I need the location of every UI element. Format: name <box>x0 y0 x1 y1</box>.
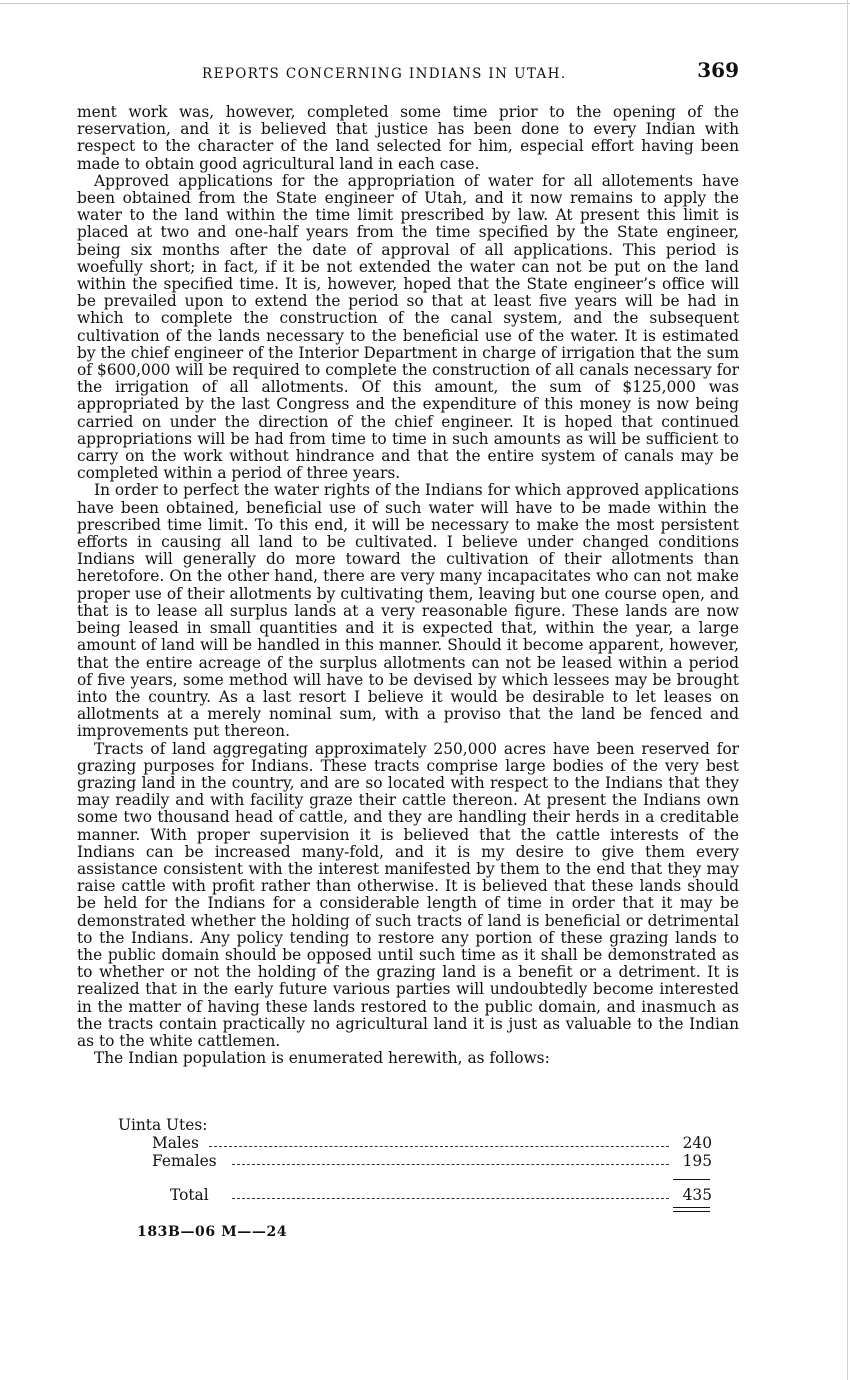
row-label: Males <box>152 1134 199 1152</box>
row-label: Females <box>152 1152 217 1170</box>
body-text <box>77 104 739 1067</box>
signature-mark: 183B—06 M——24 <box>137 1224 288 1240</box>
paragraph-2: Approved applications for the appropriation of water for all allotements have been obtained from the State engineer of Utah, and it now remains to apply the water to the land within the time limit prescribed by law. At present this limit is placed at two and one-half years from the time specified by the State engineer, being six months after the date of approval of all applications. This period is woefully short; in fact, if it be not extended the water can not be put on the land within the specified time. It is, however, hoped that the State engineer’s office will be prevailed upon to extend the period so that at least five years will be had in which to complete the construction of the canal system, and the subsequent cultivation of the lands necessary to the beneficial use of the water. It is estimated by the chief engineer of the Interior Department in charge of irrigation that the sum of $600,000 will be required to complete the construction of all canals necessary for the irrigation of all allotments. Of this amount, the sum of $125,000 was appropriated by the last Congress and the expenditure of this money is now being carried on under the direction of the chief engineer. It is hoped that continued appropriations will be had from time to time in such amounts as will be sufficient to carry on the work without hindrance and that the entire system of canals may be completed within a period of three years. <box>77 171 739 483</box>
paragraph-1: ment work was, however, completed some time prior to the opening of the reservation, and it is believed that justice has been done to every Indian with respect to the character of the land selected for him, especial effort having been made to obtain good agricultural land in each case. <box>77 103 739 173</box>
dot-leader <box>209 1146 669 1147</box>
total-double-rule-top <box>673 1207 710 1208</box>
table-group-row <box>77 1117 739 1135</box>
dot-leader <box>232 1164 669 1165</box>
table-total-row <box>77 1187 739 1205</box>
total-label: Total <box>170 1186 209 1204</box>
page-header <box>77 58 739 84</box>
dot-leader <box>232 1198 669 1199</box>
scan-edge-right <box>847 0 848 1380</box>
running-title: REPORTS CONCERNING INDIANS IN UTAH. <box>202 66 567 82</box>
row-value: 195 <box>682 1152 712 1170</box>
scan-edge-top <box>0 0 850 4</box>
sum-rule <box>673 1179 710 1180</box>
table-row <box>77 1135 739 1153</box>
paragraph-3: In order to perfect the water rights of the Indians for which approved applications have been obtained, beneficial use of such water will have to be made within the prescribed time limit. To this end, it will be necessary to make the most persistent efforts in causing all land to be cultivated. I believe under changed conditions Indians will generally do more toward the cultivation of their allotments than heretofore. On the other hand, there are very many incapacitates who can not make proper use of their allotments by cultivating them, leaving but one course open, and that is to lease all surplus lands at a very reasonable figure. These lands are now being leased in small quantities and it is expected that, within the year, a large amount of land will be handled in this manner. Should it become apparent, however, that the entire acreage of the surplus allotments can not be leased within a period of five years, some method will have to be devised by which lessees may be brought into the country. As a last resort I believe it would be desirable to let leases on allotments at a merely nominal sum, with a proviso that the land be fenced and improvements put thereon. <box>77 481 739 741</box>
row-value: 240 <box>682 1134 712 1152</box>
total-value: 435 <box>682 1186 712 1204</box>
paragraph-4: Tracts of land aggregating approximately 250,000 acres have been reserved for grazing purposes for Indians. These tracts comprise large bodies of the very best grazing land in the country, and are so located with respect to the Indians that they may readily and with facility graze their cattle thereon. At present the Indians own some two thousand head of cattle, and they are handling their herds in a creditable manner. With proper supervision it is believed that the cattle interests of the Indians can be increased many-fold, and it is my desire to give them every assistance consistent with the interest manifested by them to the end that they may raise cattle with profit rather than otherwise. It is believed that these lands should be held for the Indians for a considerable length of time in order that it may be demonstrated whether the holding of such tracts of land is beneficial or detrimental to the Indians. Any policy tending to restore any portion of these grazing lands to the public domain should be opposed until such time as it shall be demonstrated as to whether or not the holding of the grazing land is a benefit or a detriment. It is realized that in the early future various parties will undoubtedly become interested in the matter of having these lands restored to the public domain, and inasmuch as the tracts contain practically no agricultural land it is just as valuable to the Indian as to the white cattlemen. <box>77 739 739 1050</box>
page-number: 369 <box>697 58 739 82</box>
group-label: Uinta Utes: <box>118 1116 208 1134</box>
paragraph-5: The Indian population is enumerated herewith, as follows: <box>94 1049 550 1068</box>
total-double-rule-bottom <box>673 1211 710 1212</box>
table-row <box>77 1153 739 1171</box>
population-table <box>77 1117 739 1205</box>
